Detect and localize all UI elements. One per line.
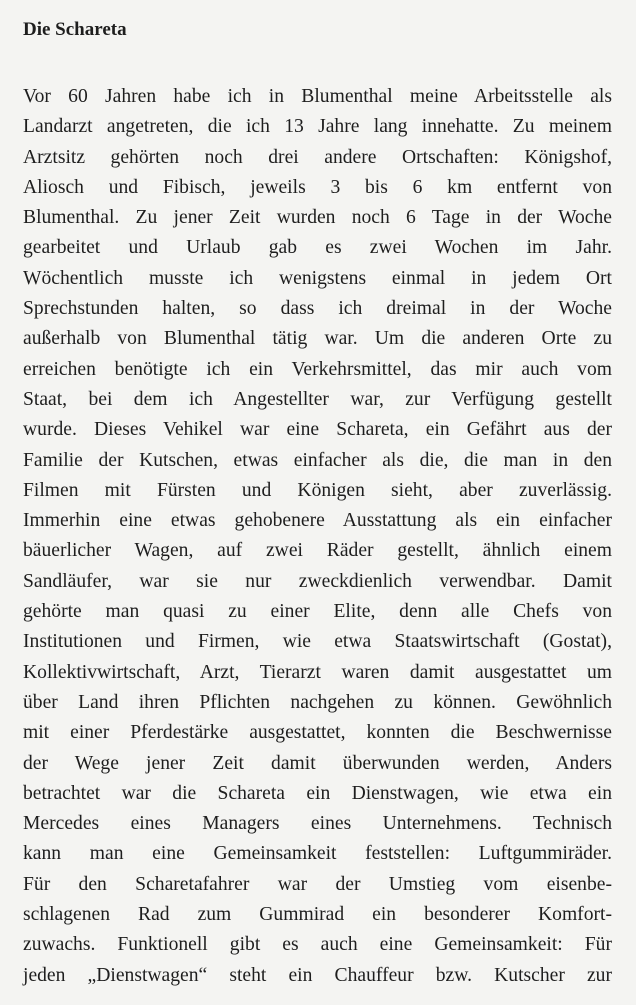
text-line: Institutionen und Firmen, wie etwa Staatswirtschaft (Gostat), (23, 631, 612, 653)
text-line: Blumenthal. Zu jener Zeit wurden noch 6 Tage in der Woche (23, 207, 612, 229)
text-line: Immerhin eine etwas gehobenere Ausstattung als ein einfacher (23, 510, 612, 532)
text-line: außerhalb von Blumenthal tätig war. Um die anderen Orte zu (23, 328, 612, 350)
text-line: betrachtet war die Schareta ein Dienstwagen, wie etwa ein (23, 782, 612, 804)
text-line: Für den Scharetafahrer war der Umstieg vom eisenbe- (23, 873, 612, 895)
text-line: gearbeitet und Urlaub gab es zwei Wochen im Jahr. (23, 237, 612, 259)
text-line: Familie der Kutschen, etwas einfacher als die, die man in den (23, 449, 612, 471)
text-line: Arztsitz gehörten noch drei andere Ortschaften: Königshof, (23, 146, 612, 168)
text-line: Kollektivwirtschaft, Arzt, Tierarzt waren damit ausgestattet um (23, 661, 612, 683)
text-line: wurde. Dieses Vehikel war eine Schareta, ein Gefährt aus der (23, 419, 612, 441)
text-line: gehörte man quasi zu einer Elite, denn alle Chefs von (23, 601, 612, 623)
text-line: erreichen benötigte ich ein Verkehrsmittel, das mir auch vom (23, 358, 612, 380)
text-line: Wöchentlich musste ich wenigstens einmal in jedem Ort (23, 267, 612, 289)
text-line: mit einer Pferdestärke ausgestattet, konnten die Beschwernisse (23, 722, 612, 744)
text-line: über Land ihren Pflichten nachgehen zu können. Gewöhnlich (23, 691, 612, 713)
text-line: Sandläufer, war sie nur zweckdienlich verwendbar. Damit (23, 570, 612, 592)
text-line: Staat, bei dem ich Angestellter war, zur Verfügung gestellt (23, 388, 612, 410)
body-paragraph (23, 82, 612, 991)
text-line: Filmen mit Fürsten und Königen sieht, aber zuverlässig. (23, 479, 612, 501)
text-line: Mercedes eines Managers eines Unternehmens. Technisch (23, 813, 612, 835)
text-line: Landarzt angetreten, die ich 13 Jahre lang innehatte. Zu meinem (23, 116, 612, 138)
text-line: kann man eine Gemeinsamkeit feststellen: Luftgummiräder. (23, 843, 612, 865)
text-line: Aliosch und Fibisch, jeweils 3 bis 6 km entfernt von (23, 176, 612, 198)
document-title: Die Schareta (23, 19, 127, 40)
text-line: bäuerlicher Wagen, auf zwei Räder gestellt, ähnlich einem (23, 540, 612, 562)
text-line: Sprechstunden halten, so dass ich dreimal in der Woche (23, 298, 612, 320)
text-line: zuwachs. Funktionell gibt es auch eine Gemeinsamkeit: Für (23, 934, 612, 956)
text-line: jeden „Dienstwagen“ steht ein Chauffeur bzw. Kutscher zur (23, 964, 612, 986)
text-line: schlagenen Rad zum Gummirad ein besonderer Komfort- (23, 904, 612, 926)
text-line: Vor 60 Jahren habe ich in Blumenthal meine Arbeitsstelle als (23, 86, 612, 107)
text-line: der Wege jener Zeit damit überwunden werden, Anders (23, 752, 612, 774)
